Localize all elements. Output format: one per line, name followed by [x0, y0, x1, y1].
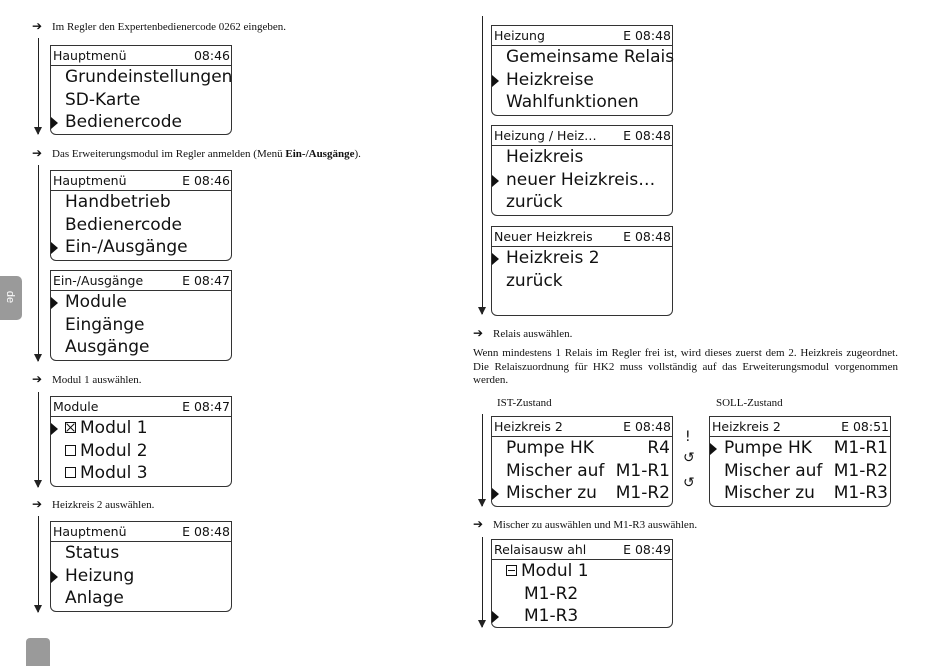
- flow-arrow: [38, 392, 39, 487]
- cursor-icon: [51, 423, 58, 435]
- menu-item[interactable]: zurück: [506, 270, 563, 291]
- screen-soll-zustand: Heizkreis 2 E 08:51 Pumpe HK M1-R1 Mischer auf M1-R2 Mischer zu M1-R3: [709, 416, 891, 507]
- menu-item[interactable]: Grundeinstellungen: [65, 67, 233, 87]
- tree-leaf-selected[interactable]: M1-R3: [492, 605, 672, 628]
- tree-leaf[interactable]: M1-R2: [524, 583, 579, 604]
- ist-label: IST-Zustand: [497, 397, 552, 409]
- step-1-text: Im Regler den Expertenbedienercode 0262 eingeben.: [52, 21, 286, 33]
- menu-item[interactable]: Wahlfunktionen: [506, 92, 639, 112]
- soll-label: SOLL-Zustand: [716, 397, 783, 409]
- flow-arrow: [38, 165, 39, 361]
- info-paragraph: Wenn mindestens 1 Relais im Regler frei ist, wird dieses zuerst dem 2. Heizkreis zugeordnet. Die Relaiszuordnung für HK2 muss vollständig auf das Erweiterungsmodul vorgenommen werden.: [473, 347, 898, 386]
- menu-item[interactable]: Modul 3: [51, 462, 231, 485]
- menu-item-selected[interactable]: Modul 1: [51, 417, 231, 440]
- cursor-icon: [492, 611, 499, 623]
- flow-arrow: [482, 16, 483, 314]
- rotate-icon: ↺: [683, 450, 695, 466]
- relay-row[interactable]: Mischer auf M1-R1: [506, 460, 670, 481]
- screen-header: [51, 46, 231, 66]
- menu-item[interactable]: Ausgänge: [65, 337, 150, 357]
- menu-item-selected[interactable]: Heizung: [51, 565, 231, 588]
- screen-heizung-heizkreise: Heizung / Heiz… E 08:48 Heizkreis neuer Heizkreis… zurück: [491, 125, 673, 216]
- step-1: [32, 19, 286, 34]
- cursor-icon: [51, 297, 58, 309]
- relay-row-selected[interactable]: Mischer zu M1-R2: [492, 482, 672, 505]
- screen-module: Module E 08:47 Modul 1 Modul 2 Modul 3: [50, 396, 232, 487]
- arrow-right-icon: ➔: [32, 19, 43, 33]
- menu-item[interactable]: Bedienercode: [65, 214, 182, 235]
- screen-time: 08:46: [193, 48, 230, 63]
- cursor-icon: [492, 75, 499, 87]
- menu-item[interactable]: Eingänge: [65, 314, 145, 335]
- relay-row-selected[interactable]: Pumpe HK M1-R1: [710, 437, 890, 460]
- arrow-right-icon: ➔: [32, 146, 43, 160]
- menu-item-selected[interactable]: Module: [51, 291, 231, 314]
- menu-item[interactable]: Status: [65, 543, 120, 563]
- menu-item[interactable]: zurück: [506, 192, 563, 212]
- cursor-icon: [492, 253, 499, 265]
- exclamation-icon: !: [685, 429, 691, 445]
- flow-arrow: [38, 516, 39, 612]
- screen-relaisauswahl: Relaisausw ahl E 08:49 Modul 1 M1-R2 M1-R3: [491, 539, 673, 628]
- tree-node[interactable]: Modul 1: [492, 560, 672, 583]
- arrow-right-icon: ➔: [473, 326, 484, 340]
- relay-row[interactable]: Mischer auf M1-R2: [724, 460, 888, 481]
- cursor-icon: [710, 443, 717, 455]
- screen-ist-zustand: Heizkreis 2 E 08:48 Pumpe HK R4 Mischer auf M1-R1 Mischer zu M1-R2: [491, 416, 673, 507]
- screen-hauptmenu-2: Hauptmenü E 08:46 Handbetrieb Bedienercode Ein-/Ausgänge: [50, 170, 232, 261]
- checked-box-icon: [65, 422, 76, 433]
- menu-item[interactable]: Heizkreis: [506, 147, 584, 167]
- step-3: ➔ Modul 1 auswählen.: [32, 372, 142, 386]
- menu-item[interactable]: SD-Karte: [65, 89, 141, 110]
- menu-item[interactable]: Handbetrieb: [65, 192, 171, 212]
- arrow-right-icon: ➔: [473, 517, 484, 531]
- unchecked-box-icon: [65, 445, 76, 456]
- rotate-icon: ↺: [683, 475, 695, 491]
- arrow-right-icon: ➔: [32, 497, 43, 511]
- menu-item-selected[interactable]: Heizkreise: [492, 69, 672, 92]
- arrow-right-icon: ➔: [32, 372, 43, 386]
- language-tab: [0, 276, 22, 320]
- screen-ein-ausgaenge: Ein-/Ausgänge E 08:47 Module Eingänge Ausgänge: [50, 270, 232, 361]
- screen-hauptmenu-1: [50, 45, 232, 135]
- cursor-icon: [51, 117, 58, 129]
- menu-item-selected[interactable]: neuer Heizkreis…: [492, 169, 672, 192]
- step-6: ➔ Mischer zu auswählen und M1-R3 auswählen.: [473, 517, 698, 531]
- collapse-icon: [506, 565, 517, 576]
- unchecked-box-icon: [65, 467, 76, 478]
- relay-row[interactable]: Mischer zu M1-R3: [724, 483, 888, 503]
- menu-item-selected[interactable]: Bedienercode: [51, 111, 231, 134]
- cursor-icon: [51, 242, 58, 254]
- step-5: ➔ Relais auswählen.: [473, 326, 573, 340]
- screen-neuer-heizkreis: Neuer Heizkreis E 08:48 Heizkreis 2 zurück: [491, 226, 673, 316]
- menu-item-selected[interactable]: Ein-/Ausgänge: [51, 236, 231, 259]
- flow-arrow: [482, 537, 483, 627]
- menu-item[interactable]: Modul 2: [51, 440, 231, 463]
- menu-item[interactable]: Gemeinsame Relais: [506, 47, 675, 67]
- step-2: ➔ Das Erweiterungsmodul im Regler anmelden (Menü Ein-/Ausgänge).: [32, 146, 361, 160]
- cursor-icon: [51, 571, 58, 583]
- screen-heizung: Heizung E 08:48 Gemeinsame Relais Heizkreise Wahlfunktionen: [491, 25, 673, 116]
- flow-arrow: [38, 38, 39, 134]
- menu-item[interactable]: Anlage: [65, 588, 124, 608]
- language-tab-label: de: [4, 290, 17, 304]
- relay-row[interactable]: Pumpe HK R4: [506, 438, 670, 458]
- flow-arrow: [482, 414, 483, 506]
- page-tab: [26, 638, 50, 666]
- cursor-icon: [492, 175, 499, 187]
- screen-hauptmenu-3: Hauptmenü E 08:48 Status Heizung Anlage: [50, 521, 232, 612]
- step-4: ➔ Heizkreis 2 auswählen.: [32, 497, 155, 511]
- screen-title: Hauptmenü: [53, 48, 127, 63]
- menu-item-selected[interactable]: Heizkreis 2: [492, 247, 672, 270]
- cursor-icon: [492, 488, 499, 500]
